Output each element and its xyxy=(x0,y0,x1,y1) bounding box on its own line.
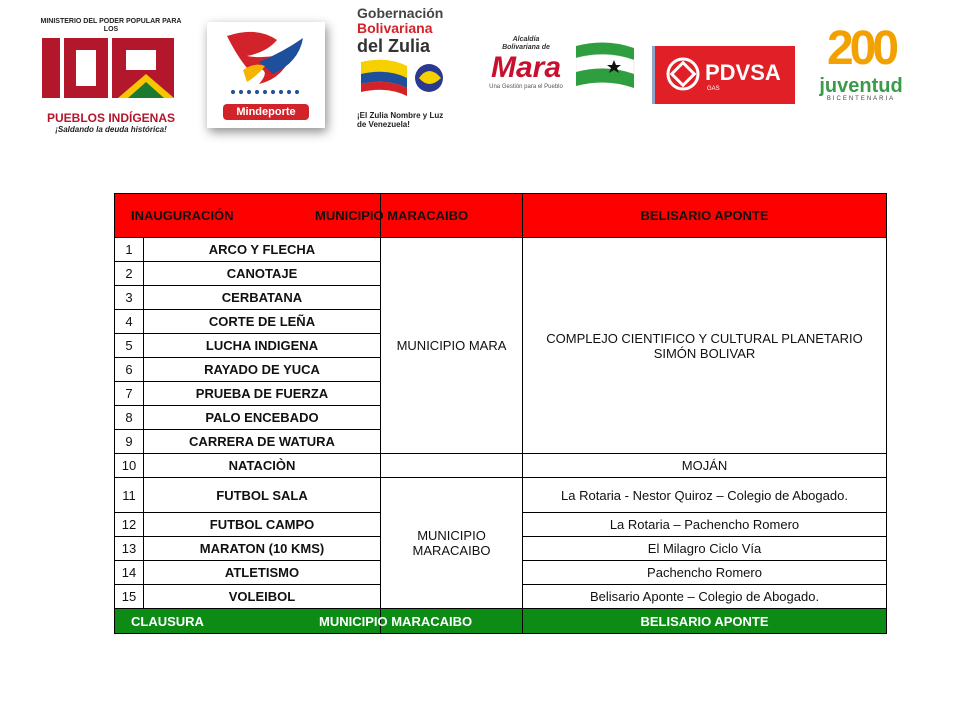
venue-mojan-cell: MOJÁN xyxy=(523,454,887,478)
municipio-maracaibo-cell: MUNICIPIO MARACAIBO xyxy=(381,478,523,609)
juventud-sub: BICENTENARIA xyxy=(826,96,896,102)
row-discipline: NATACIÒN xyxy=(144,454,381,478)
table-footer-row xyxy=(115,609,887,634)
row-number: 5 xyxy=(115,334,144,358)
footer-clausura-label: CLAUSURA xyxy=(131,613,204,629)
row-discipline: CORTE DE LEÑA xyxy=(144,310,381,334)
row-number: 7 xyxy=(115,382,144,406)
gob-slogan: ¡El Zulia Nombre y Luz de Venezuela! xyxy=(357,111,444,129)
row-number: 12 xyxy=(115,513,144,537)
footer-venue: BELISARIO APONTE xyxy=(523,609,887,634)
juventud-number: 200 xyxy=(826,22,896,75)
row-number: 2 xyxy=(115,262,144,286)
row-discipline: ARCO Y FLECHA xyxy=(144,238,381,262)
row-number: 13 xyxy=(115,537,144,561)
venue-cell: El Milagro Ciclo Vía xyxy=(523,537,887,561)
juventud-word: juventud xyxy=(819,75,903,97)
row-discipline: VOLEIBOL xyxy=(144,585,381,609)
row-discipline: PRUEBA DE FUERZA xyxy=(144,382,381,406)
pdvsa-sub: GAS xyxy=(707,86,720,92)
table-row xyxy=(115,454,887,478)
schedule-table xyxy=(114,193,887,634)
gob-line1: Gobernación xyxy=(357,5,444,21)
row-number: 3 xyxy=(115,286,144,310)
row-discipline: CARRERA DE WATURA xyxy=(144,430,381,454)
table-header-row xyxy=(115,194,887,238)
row-discipline: RAYADO DE YUCA xyxy=(144,358,381,382)
venue-cell: Pachencho Romero xyxy=(523,561,887,585)
row-discipline: CERBATANA xyxy=(144,286,381,310)
row-number: 9 xyxy=(115,430,144,454)
alcaldia-line1: Alcaldía xyxy=(512,36,540,43)
empty-municipio-cell xyxy=(381,454,523,478)
row-discipline: MARATON (10 KMS) xyxy=(144,537,381,561)
row-discipline: PALO ENCEBADO xyxy=(144,406,381,430)
logo-slogan: ¡Saldando la deuda histórica! xyxy=(55,125,167,134)
row-discipline: LUCHA INDIGENA xyxy=(144,334,381,358)
gobernacion-zulia-logo xyxy=(357,6,453,136)
pueblos-indigenas-logo xyxy=(36,18,186,148)
venue-cell: Belisario Aponte – Colegio de Abogado. xyxy=(523,585,887,609)
zulia-flag-icon xyxy=(357,56,453,104)
logo-name: PUEBLOS INDÍGENAS xyxy=(46,111,175,125)
venue-cell: La Rotaria – Pachencho Romero xyxy=(523,513,887,537)
alcaldia-line2: Bolivariana de xyxy=(502,44,550,51)
juventud-bicentenaria-logo xyxy=(800,22,922,142)
footer-municipio xyxy=(319,609,523,634)
row-number: 14 xyxy=(115,561,144,585)
header-municipio xyxy=(315,194,523,238)
table-row xyxy=(115,478,887,513)
pdvsa-name: PDVSA xyxy=(705,60,781,85)
gob-line2: Bolivariana xyxy=(357,20,433,36)
mindeporte-label: Mindeporte xyxy=(223,104,309,120)
pdvsa-logo xyxy=(652,46,795,104)
mindeporte-flame-icon xyxy=(207,22,325,102)
mindeporte-logo xyxy=(207,22,325,128)
header-venue: BELISARIO APONTE xyxy=(523,194,887,238)
row-number: 6 xyxy=(115,358,144,382)
venue-complejo-cell: COMPLEJO CIENTIFICO Y CULTURAL PLANETARIO SIMÓN BOLIVAR xyxy=(523,238,887,454)
row-number: 10 xyxy=(115,454,144,478)
alcaldia-mara-logo xyxy=(478,36,638,106)
row-discipline: ATLETISMO xyxy=(144,561,381,585)
municipio-mara-cell: MUNICIPIO MARA xyxy=(381,238,523,454)
venue-cell: La Rotaria - Nestor Quiroz – Colegio de Abogado. xyxy=(523,478,887,513)
table-row xyxy=(115,238,887,262)
header-municipio-label: MUNICIPIO MARACAIBO xyxy=(315,208,469,223)
row-number: 4 xyxy=(115,310,144,334)
alcaldia-tagline: Una Gestión para el Pueblo xyxy=(489,84,563,90)
row-number: 15 xyxy=(115,585,144,609)
row-number: 1 xyxy=(115,238,144,262)
mp-mark-icon xyxy=(36,34,186,104)
header-inauguracion-label: INAUGURACIÓN xyxy=(131,208,234,223)
mara-flag-icon xyxy=(576,42,636,94)
row-discipline: FUTBOL SALA xyxy=(144,478,381,513)
gob-line3: del Zulia xyxy=(357,36,431,56)
row-discipline: FUTBOL CAMPO xyxy=(144,513,381,537)
pdvsa-sun-icon xyxy=(665,56,701,92)
logo-top-text: MINISTERIO DEL PODER POPULAR PARA LOS xyxy=(40,18,182,33)
footer-municipio-label: MUNICIPIO MARACAIBO xyxy=(319,613,473,629)
row-number: 11 xyxy=(115,478,144,513)
row-number: 8 xyxy=(115,406,144,430)
row-discipline: CANOTAJE xyxy=(144,262,381,286)
alcaldia-name: Mara xyxy=(490,51,562,84)
